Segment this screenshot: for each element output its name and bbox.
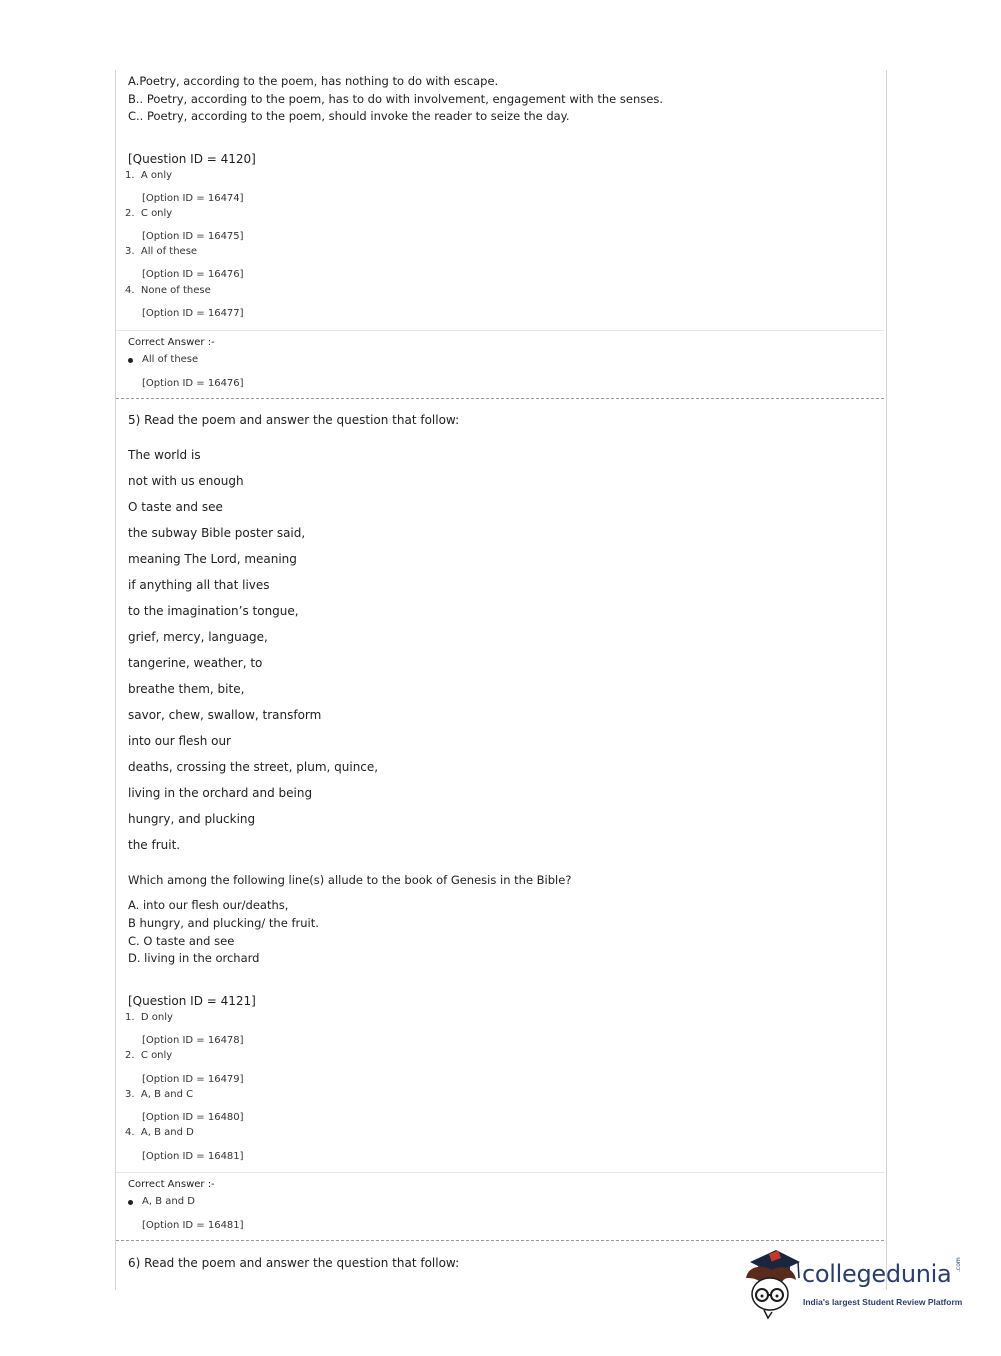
question-heading: 5) Read the poem and answer the question that follow: xyxy=(128,413,460,427)
correct-answer: A, B and D xyxy=(142,1196,195,1207)
logo-tagline: India's largest Student Review Platform xyxy=(803,1297,963,1307)
option-1[interactable]: 1. A only xyxy=(125,170,173,181)
poem-line: not with us enough xyxy=(128,474,244,488)
poem-line: savor, chew, swallow, transform xyxy=(128,708,322,722)
collegedunia-logo[interactable] xyxy=(742,1248,972,1320)
option-id: [Option ID = 16476] xyxy=(142,269,244,280)
option-label: A, B and C xyxy=(140,1089,194,1100)
correct-answer: All of these xyxy=(142,354,199,365)
option-4[interactable]: 4. None of these xyxy=(125,285,211,296)
poem-line: tangerine, weather, to xyxy=(128,656,263,670)
statement-c: C. O taste and see xyxy=(128,934,235,948)
poem-line: the subway Bible poster said, xyxy=(128,526,306,540)
statement-b: B hungry, and plucking/ the fruit. xyxy=(128,916,319,930)
poem-line: grief, mercy, language, xyxy=(128,630,268,644)
poem-line: meaning The Lord, meaning xyxy=(128,552,297,566)
correct-answer-label: Correct Answer :- xyxy=(128,1179,215,1190)
option-2[interactable]: 2. C only xyxy=(125,208,173,219)
option-id: [Option ID = 16479] xyxy=(142,1074,244,1085)
correct-option-id: [Option ID = 16476] xyxy=(142,378,244,389)
option-3[interactable]: 3. A, B and C xyxy=(125,1089,194,1100)
option-label: All of these xyxy=(140,246,198,257)
option-label: C only xyxy=(140,208,173,219)
poem-line: deaths, crossing the street, plum, quince, xyxy=(128,760,379,774)
bullet-icon xyxy=(128,1200,133,1205)
option-4[interactable]: 4. A, B and D xyxy=(125,1127,194,1138)
question-id: [Question ID = 4120] xyxy=(128,152,256,166)
option-id: [Option ID = 16477] xyxy=(142,308,244,319)
statement-c: C.. Poetry, according to the poem, should invoke the reader to seize the day. xyxy=(128,109,570,123)
option-3[interactable]: 3. All of these xyxy=(125,246,198,257)
divider xyxy=(116,330,884,331)
bullet-icon xyxy=(128,358,133,363)
page-frame xyxy=(115,70,887,1290)
poem-line: hungry, and plucking xyxy=(128,812,256,826)
option-id: [Option ID = 16475] xyxy=(142,231,244,242)
statement-a: A. into our flesh our/deaths, xyxy=(128,898,289,912)
poem-line: living in the orchard and being xyxy=(128,786,313,800)
question-text: Which among the following line(s) allude to the book of Genesis in the Bible? xyxy=(128,873,572,887)
statement-b: B.. Poetry, according to the poem, has to do with involvement, engagement with the senses. xyxy=(128,92,663,106)
poem-line: The world is xyxy=(128,448,201,462)
correct-answer-label: Correct Answer :- xyxy=(128,337,215,348)
poem-line: O taste and see xyxy=(128,500,223,514)
poem-line: to the imagination’s tongue, xyxy=(128,604,299,618)
option-label: C only xyxy=(140,1050,173,1061)
question-separator xyxy=(116,398,884,399)
statement-d: D. living in the orchard xyxy=(128,951,260,965)
poem-line: breathe them, bite, xyxy=(128,682,245,696)
poem-line: if anything all that lives xyxy=(128,578,270,592)
divider xyxy=(116,1172,884,1173)
logo-wordmark: collegedunia xyxy=(802,1260,952,1288)
option-label: D only xyxy=(140,1012,173,1023)
question-separator xyxy=(116,1240,884,1241)
mascot-icon xyxy=(742,1248,804,1320)
statement-a: A.Poetry, according to the poem, has nothing to do with escape. xyxy=(128,74,499,88)
poem-line: the fruit. xyxy=(128,838,181,852)
option-id: [Option ID = 16480] xyxy=(142,1112,244,1123)
option-id: [Option ID = 16474] xyxy=(142,193,244,204)
logo-dotcom: .com xyxy=(955,1257,962,1272)
option-2[interactable]: 2. C only xyxy=(125,1050,173,1061)
option-label: A, B and D xyxy=(140,1127,194,1138)
correct-option-id: [Option ID = 16481] xyxy=(142,1220,244,1231)
option-id: [Option ID = 16478] xyxy=(142,1035,244,1046)
poem-line: into our flesh our xyxy=(128,734,231,748)
option-label: None of these xyxy=(140,285,211,296)
option-label: A only xyxy=(140,170,173,181)
question-id: [Question ID = 4121] xyxy=(128,994,256,1008)
option-1[interactable]: 1. D only xyxy=(125,1012,173,1023)
question-heading: 6) Read the poem and answer the question that follow: xyxy=(128,1256,460,1270)
option-id: [Option ID = 16481] xyxy=(142,1151,244,1162)
